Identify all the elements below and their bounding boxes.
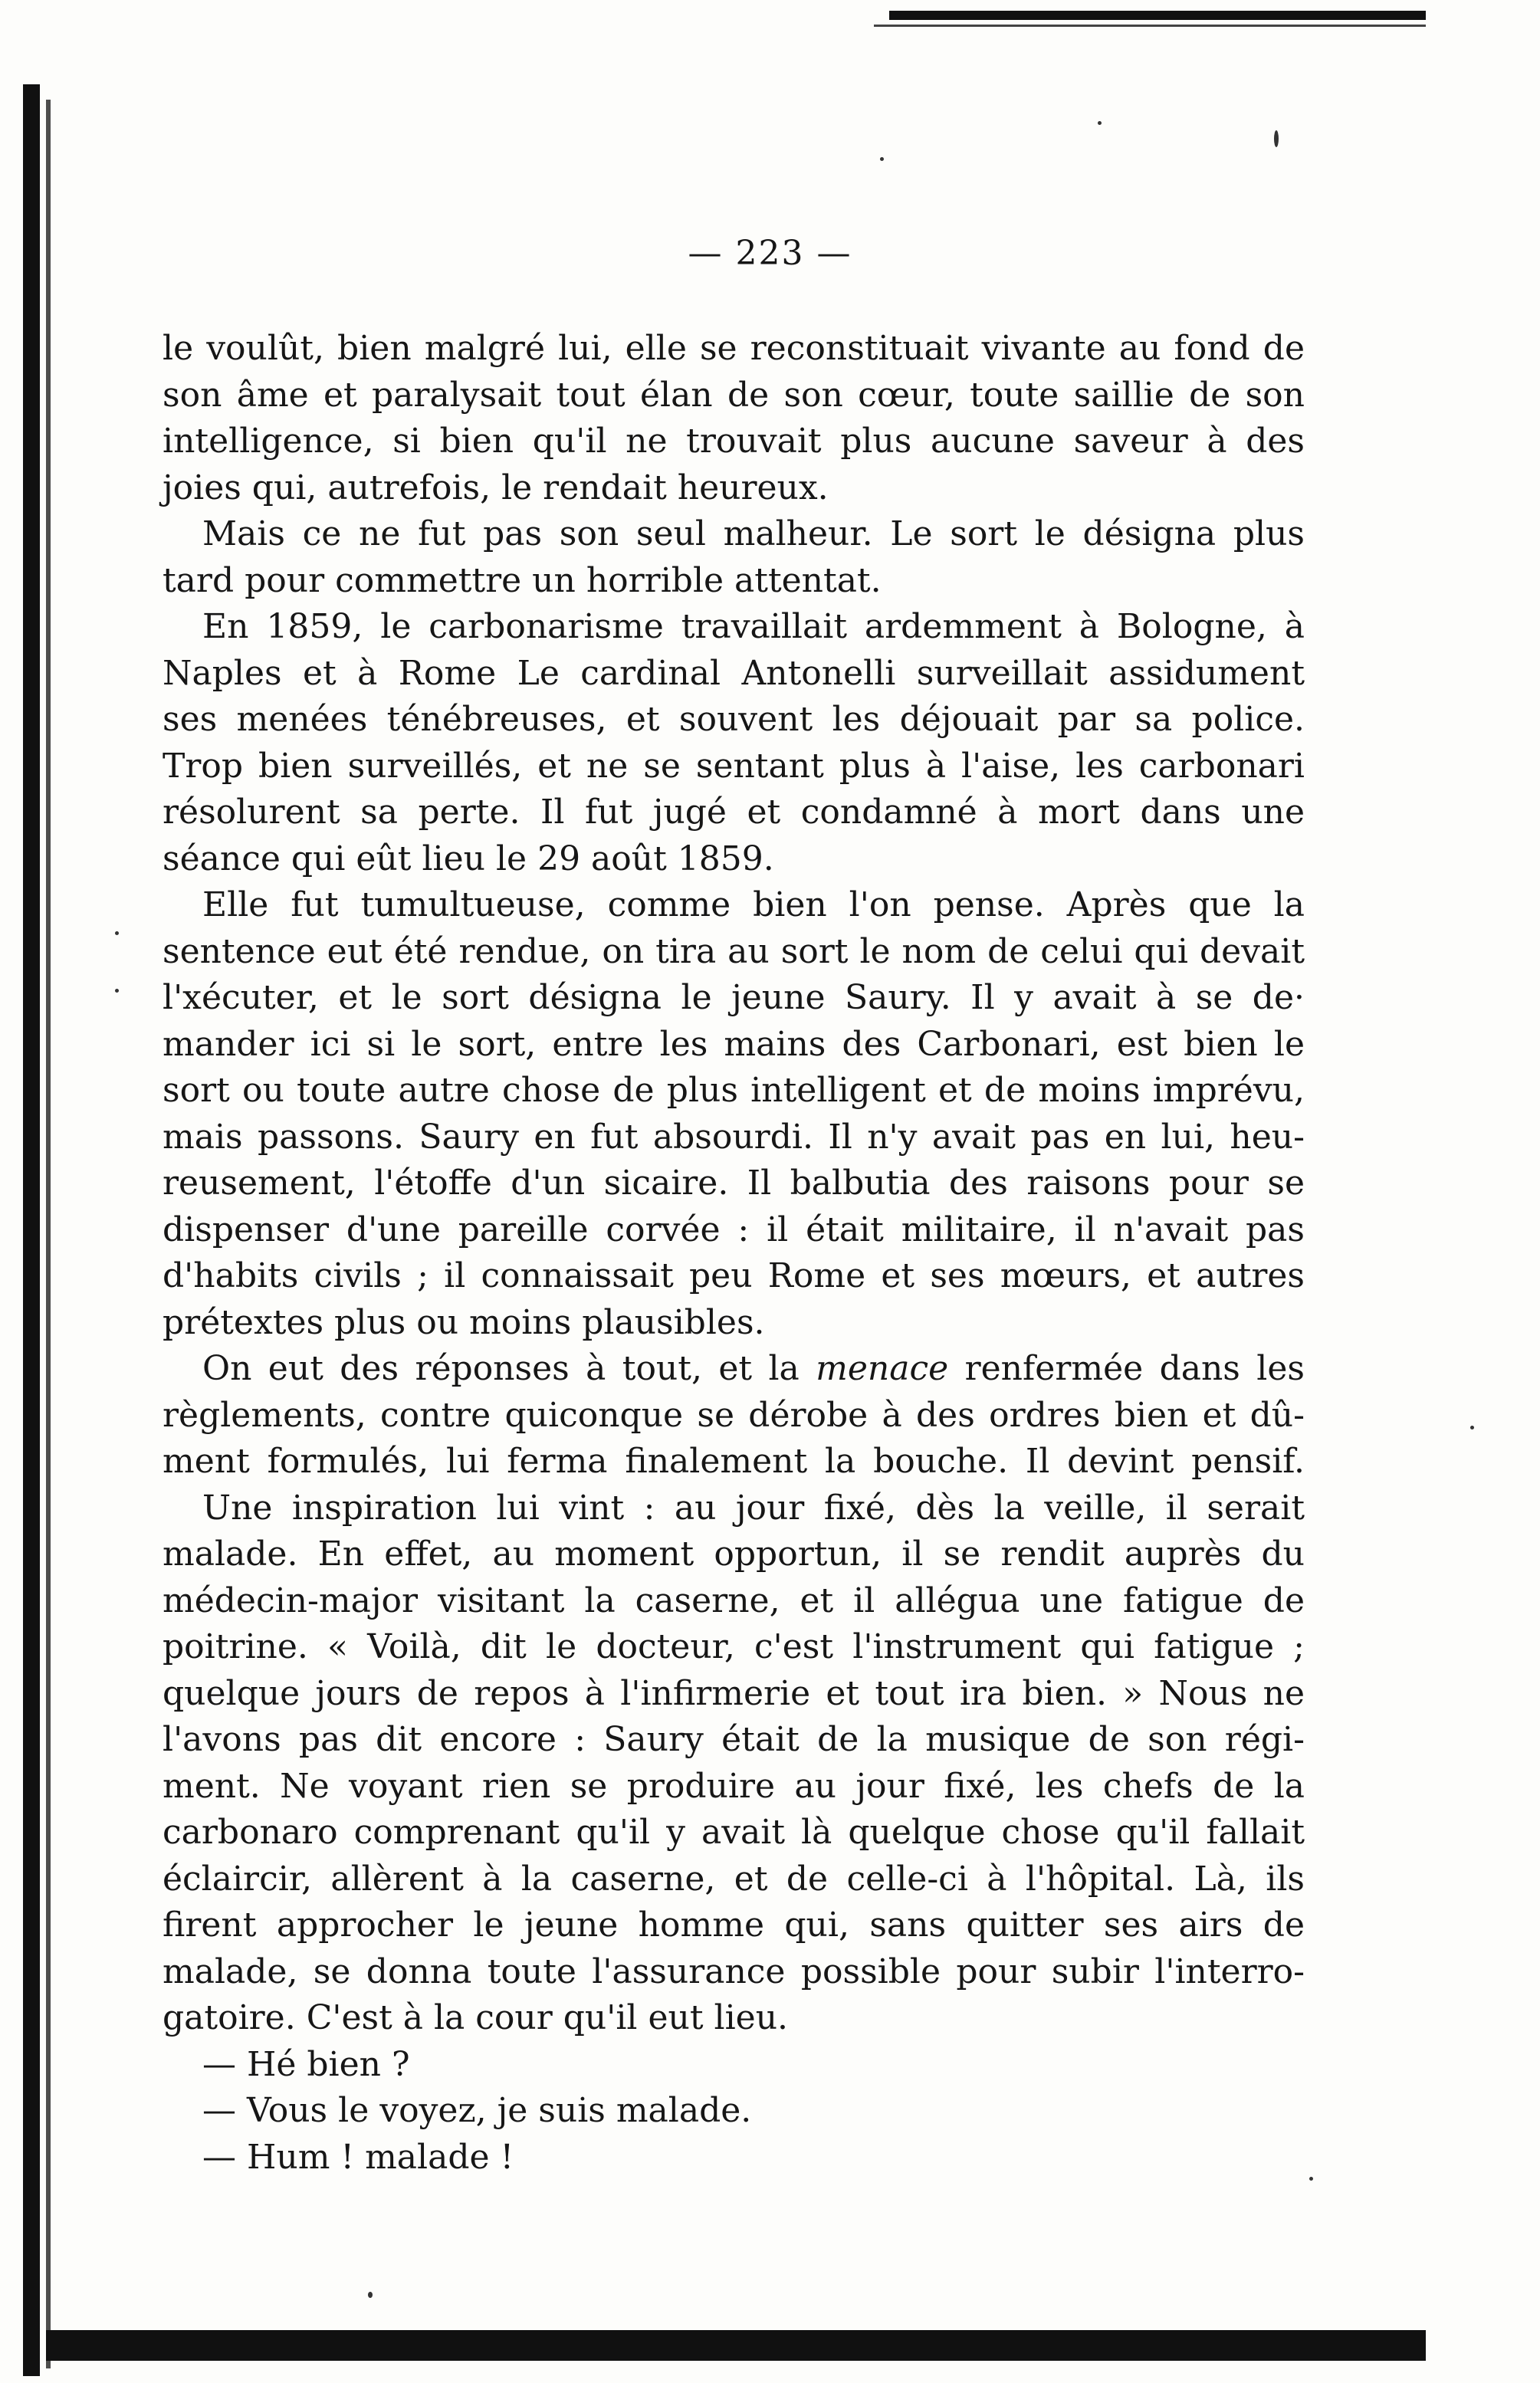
text-line: l'avons pas dit encore : Saury était de la musique de son régi- — [163, 1720, 1305, 1759]
text-line: ses menées ténébreuses, et souvent les déjouait par sa police. — [163, 700, 1305, 739]
text-line: malade, se donna toute l'assurance possible pour subir l'interro- — [163, 1951, 1305, 1991]
text-segment: renfermée dans les — [964, 1349, 1305, 1388]
text-line: tard pour commettre un horrible attentat. — [163, 560, 882, 600]
text-line-with-italic — [163, 1346, 1305, 1393]
text-line: éclaircir, allèrent à la caserne, et de celle-ci à l'hôpital. Là, ils — [163, 1859, 1305, 1899]
top-edge-rule — [889, 11, 1426, 20]
page-number: — 223 — — [688, 234, 852, 273]
text-line: mander ici si le sort, entre les mains des Carbonari, est bien le — [163, 1024, 1305, 1064]
scan-speck — [115, 989, 119, 993]
top-edge-rule-thin — [874, 25, 1426, 27]
text-line: dispenser d'une pareille corvée : il était militaire, il n'avait pas — [163, 1210, 1305, 1249]
text-line: firent approcher le jeune homme qui, sans quitter ses airs de — [163, 1905, 1305, 1945]
text-line: résolurent sa perte. Il fut jugé et condamné à mort dans une — [163, 793, 1305, 832]
text-line: médecin-major visitant la caserne, et il allégua une fatigue de — [163, 1580, 1305, 1620]
text-line: reusement, l'étoffe d'un sicaire. Il balbutia des raisons pour se — [163, 1164, 1305, 1203]
text-line: quelque jours de repos à l'infirmerie et tout ira bien. » Nous ne — [163, 1673, 1305, 1713]
text-line: Naples et à Rome Le cardinal Antonelli surveillait assidument — [163, 653, 1305, 693]
text-line: séance qui eût lieu le 29 août 1859. — [163, 839, 774, 878]
scan-speck — [1274, 130, 1279, 147]
text-line: sentence eut été rendue, on tira au sort le nom de celui qui devait — [163, 931, 1305, 971]
text-line: d'habits civils ; il connaissait peu Rome et ses mœurs, et autres — [163, 1256, 1305, 1295]
text-line: malade. En effet, au moment opportun, il se rendit auprès du — [163, 1535, 1305, 1574]
text-line: le voulût, bien malgré lui, elle se reconstituait vivante au fond de — [163, 329, 1305, 368]
text-line: ment. Ne voyant rien se produire au jour fixé, les chefs de la — [163, 1766, 1305, 1806]
text-segment: On eut des réponses à tout, et la — [202, 1349, 800, 1388]
text-line: Une inspiration lui vint : au jour fixé, dès la veille, il serait — [202, 1488, 1305, 1528]
body-text — [163, 326, 1305, 2181]
text-line: Mais ce ne fut pas son seul malheur. Le sort le désigna plus — [202, 514, 1305, 553]
scan-speck — [115, 931, 119, 935]
text-line: prétextes plus ou moins plausibles. — [163, 1302, 765, 1342]
binding-edge-shadow — [23, 84, 40, 2376]
text-line: En 1859, le carbonarisme travaillait ardemment à Bologne, à — [202, 607, 1305, 646]
text-line: son âme et paralysait tout élan de son cœur, toute saillie de son — [163, 375, 1305, 415]
text-line: gatoire. C'est à la cour qu'il eut lieu. — [163, 1998, 789, 2037]
text-line: Trop bien surveillés, et ne se sentant plus à l'aise, les carbonari — [163, 746, 1305, 786]
bottom-edge-rule — [46, 2330, 1426, 2361]
text-line: règlements, contre quiconque se dérobe à des ordres bien et dû- — [163, 1395, 1305, 1435]
dialogue-line: — Hum ! malade ! — [202, 2137, 514, 2177]
scan-speck — [1309, 2177, 1313, 2181]
scan-speck — [1470, 1426, 1474, 1429]
text-line: mais passons. Saury en fut absourdi. Il n'y avait pas en lui, heu- — [163, 1117, 1305, 1157]
text-line: sort ou toute autre chose de plus intelligent et de moins imprévu, — [163, 1071, 1305, 1110]
text-line: Elle fut tumultueuse, comme bien l'on pense. Après que la — [202, 885, 1305, 924]
dialogue-line: — Hé bien ? — [202, 2044, 410, 2084]
text-line: ment formulés, lui ferma finalement la bouche. Il devint pensif. — [163, 1442, 1305, 1481]
binding-edge-line — [46, 100, 51, 2368]
text-line: intelligence, si bien qu'il ne trouvait plus aucune saveur à des — [163, 422, 1305, 461]
scan-speck — [368, 2292, 373, 2298]
italic-word: menace — [816, 1349, 949, 1388]
text-line: poitrine. « Voilà, dit le docteur, c'est l'instrument qui fatigue ; — [163, 1627, 1305, 1666]
scan-speck — [880, 157, 884, 161]
text-line: l'xécuter, et le sort désigna le jeune Saury. Il y avait à se de· — [163, 978, 1305, 1017]
text-line: joies qui, autrefois, le rendait heureux. — [163, 468, 829, 507]
dialogue-line: — Vous le voyez, je suis malade. — [202, 2091, 752, 2130]
text-line: carbonaro comprenant qu'il y avait là quelque chose qu'il fallait — [163, 1813, 1305, 1852]
scan-speck — [1098, 121, 1102, 125]
